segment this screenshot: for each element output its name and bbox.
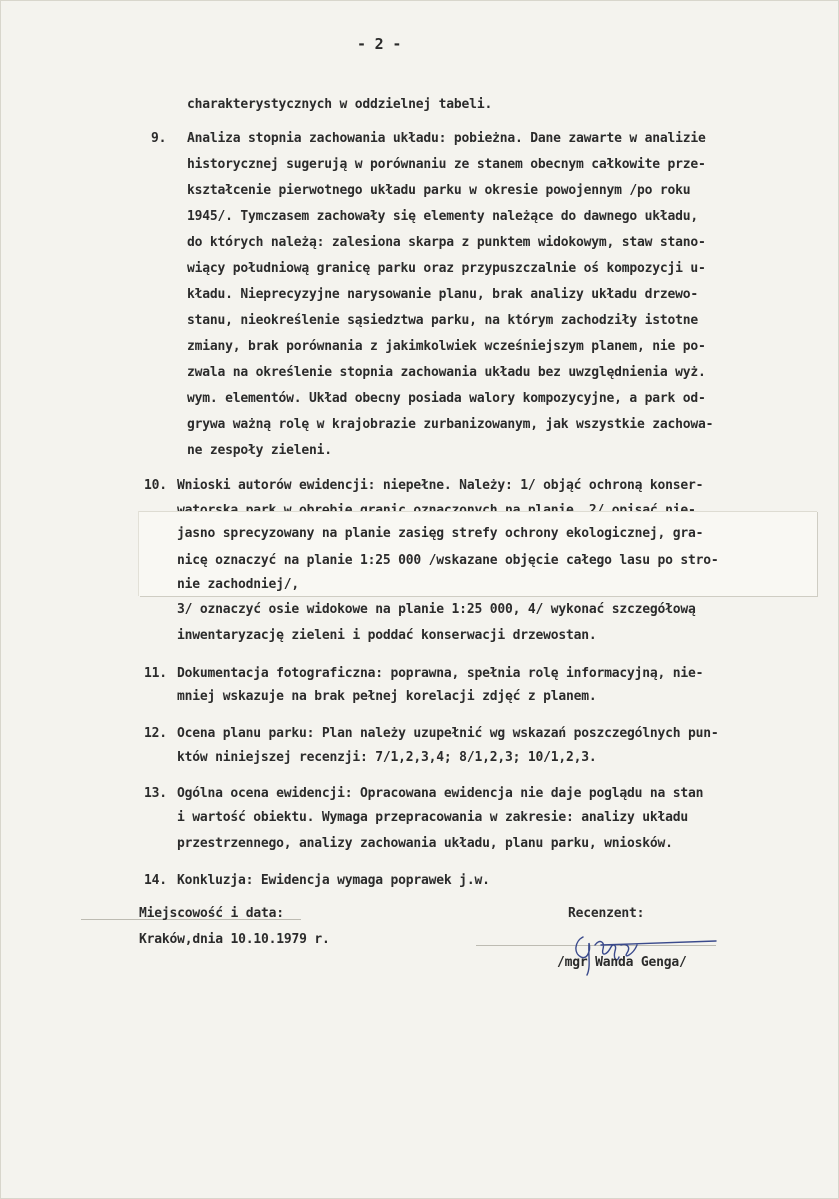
handwritten-signature (561, 915, 731, 985)
item-number-14: 14. (144, 873, 167, 888)
text-line: Ocena planu parku: Plan należy uzupełnić wg wskazań poszczególnych pun- (177, 726, 719, 741)
text-line: kształcenie pierwotnego układu parku w okresie powojennym /po roku (187, 183, 691, 198)
text-line: Analiza stopnia zachowania układu: pobieżna. Dane zawarte w analizie (187, 131, 706, 146)
text-line: kładu. Nieprecyzyjne narysowanie planu, brak analizy układu drzewo- (187, 287, 698, 302)
place-date-value: Kraków,dnia 10.10.1979 r. (139, 932, 330, 947)
text-line: ne zespoły zieleni. (187, 443, 332, 458)
text-line: Konkluzja: Ewidencja wymaga poprawek j.w. (177, 873, 490, 888)
text-line: 3/ oznaczyć osie widokowe na planie 1:25 000, 4/ wykonać szczegółową (177, 602, 696, 617)
text-line: zmiany, brak porównania z jakimkolwiek wcześniejszym planem, nie po- (187, 339, 706, 354)
text-line: grywa ważną rolę w krajobrazie zurbanizowanym, jak wszystkie zachowa- (187, 417, 714, 432)
text-line: historycznej sugerują w porównaniu ze stanem obecnym całkowite prze- (187, 157, 706, 172)
item-number-11: 11. (144, 666, 167, 681)
item-number-10: 10. (144, 478, 167, 493)
text-line: nicę oznaczyć na planie 1:25 000 /wskazane objęcie całego lasu po stro- (177, 553, 719, 568)
reviewer-name: /mgr Wanda Genga/ (557, 955, 687, 970)
text-line: Wnioski autorów ewidencji: niepełne. Należy: 1/ objąć ochroną konser- (177, 478, 704, 493)
page-number: - 2 - (357, 35, 402, 53)
text-line: wiący południową granicę parku oraz przypuszczalnie oś kompozycji u- (187, 261, 706, 276)
text-line: charakterystycznych w oddzielnej tabeli. (187, 97, 493, 112)
item-number-13: 13. (144, 786, 167, 801)
text-line: wym. elementów. Układ obecny posiada walory kompozycyjne, a park od- (187, 391, 706, 406)
text-line: nie zachodniej/, (177, 577, 300, 592)
text-line: mniej wskazuje na brak pełnej korelacji zdjęć z planem. (177, 689, 597, 704)
text-line: inwentaryzację zieleni i poddać konserwacji drzewostan. (177, 628, 597, 643)
text-line: stanu, nieokreślenie sąsiedztwa parku, na którym zachodziły istotne (187, 313, 698, 328)
place-date-label: Miejscowość i data: (139, 906, 284, 921)
item-number-12: 12. (144, 726, 167, 741)
text-line: do których należą: zalesiona skarpa z punktem widokowym, staw stano- (187, 235, 706, 250)
text-line: i wartość obiektu. Wymaga przepracowania w zakresie: analizy układu (177, 810, 688, 825)
text-line: 1945/. Tymczasem zachowały się elementy należące do dawnego układu, (187, 209, 698, 224)
text-line: Ogólna ocena ewidencji: Opracowana ewidencja nie daje poglądu na stan (177, 786, 704, 801)
text-line: przestrzennego, analizy zachowania układu, planu parku, wniosków. (177, 836, 673, 851)
text-line: Dokumentacja fotograficzna: poprawna, spełnia rolę informacyjną, nie- (177, 666, 704, 681)
item-number-9: 9. (151, 131, 167, 146)
text-line: któw niniejszej recenzji: 7/1,2,3,4; 8/1,2,3; 10/1,2,3. (177, 750, 597, 765)
text-line: jasno sprecyzowany na planie zasięg strefy ochrony ekologicznej, gra- (177, 526, 704, 541)
text-line: zwala na określenie stopnia zachowania układu bez uwzględnienia wyż. (187, 365, 706, 380)
reviewer-label: Recenzent: (568, 906, 645, 921)
